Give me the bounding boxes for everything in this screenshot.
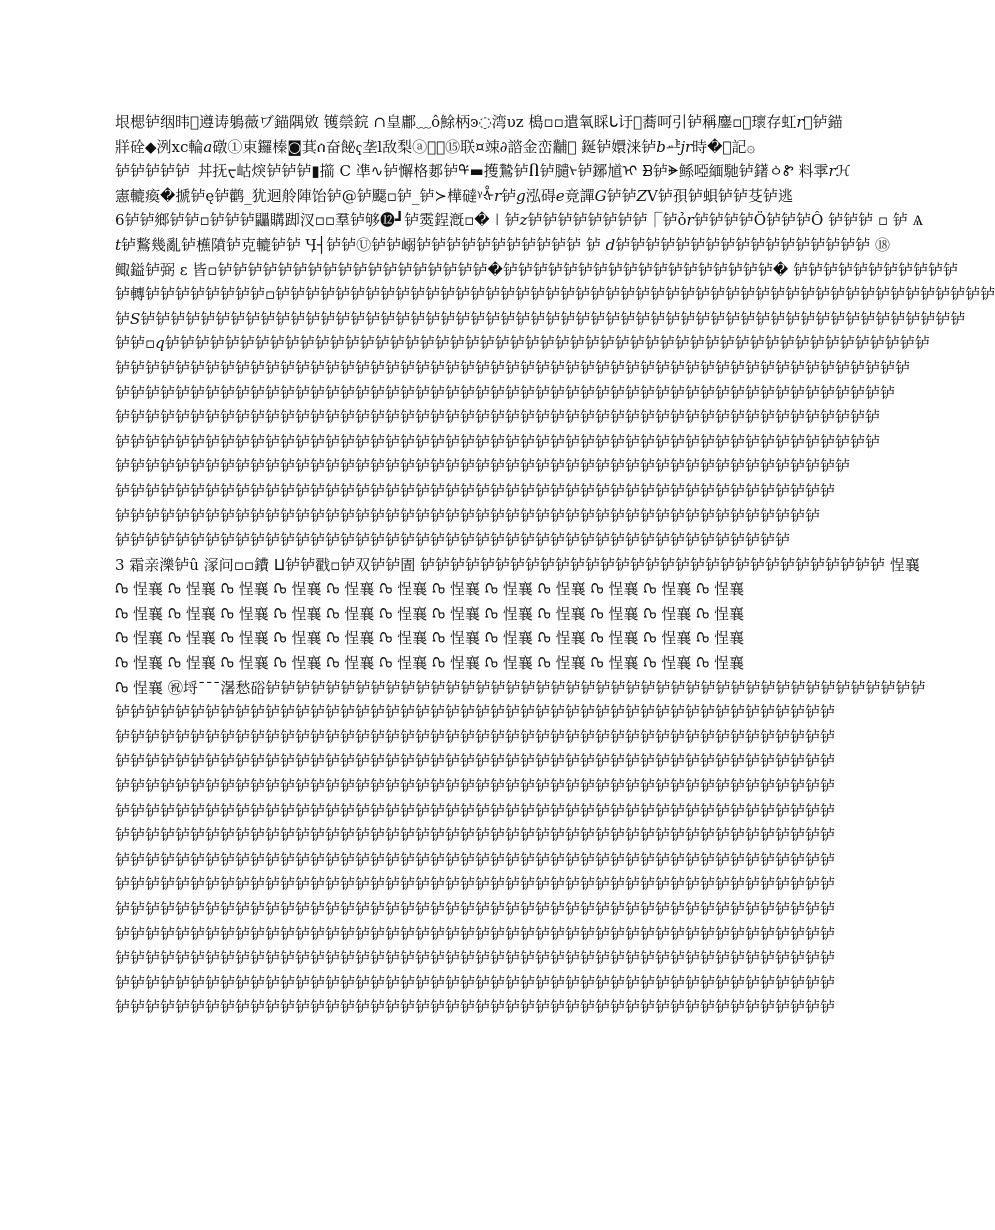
text-line: 𬬻𬬻𬬻𬬻𬬻𬬻𬬻𬬻𬬻𬬻𬬻𬬻𬬻𬬻𬬻𬬻𬬻𬬻𬬻𬬻𬬻𬬻𬬻𬬻𬬻𬬻𬬻𬬻𬬻𬬻𬬻𬬻𬬻𬬻𬬻𬬻𬬻𬬻𬬻𬬻𬬻𬬻𬬻𬬻𬬻𬬻𬬻𬬻𬬻	[115, 457, 851, 476]
text-line: 𬬻𬬻𬬻𬬻𬬻𬬻𬬻𬬻𬬻𬬻𬬻𬬻𬬻𬬻𬬻𬬻𬬻𬬻𬬻𬬻𬬻𬬻𬬻𬬻𬬻𬬻𬬻𬬻𬬻𬬻𬬻𬬻𬬻𬬻𬬻𬬻𬬻𬬻𬬻𬬻𬬻𬬻𬬻𬬻𬬻𬬻𬬻𬬻𬬻𬬻𬬻𬬻	[115, 383, 896, 402]
text-line: ᡗᡉ 悜襄 ᡗᡉ 悜襄 ᡗᡉ 悜襄 ᡗᡉ 悜襄 ᡗᡉ 悜襄 ᡗᡉ 悜襄 ᡗᡉ 悜襄 ᡗᡉ 悜襄 ᡗᡉ 悜襄 ᡗᡉ 悜襄 ᡗᡉ 悜襄 ᡗᡉ 悜襄	[115, 580, 745, 599]
text-line: 𬬻𬬻𬬻𬬻𬬻𬬻𬬻𬬻𬬻𬬻𬬻𬬻𬬻𬬻𬬻𬬻𬬻𬬻𬬻𬬻𬬻𬬻𬬻𬬻𬬻𬬻𬬻𬬻𬬻𬬻𬬻𬬻𬬻𬬻𬬻𬬻𬬻𬬻𬬻𬬻𬬻𬬻𬬻𬬻𬬻𬬻𬬻𬬻	[115, 850, 836, 869]
text-line: 𬬻𬬻𬬻𬬻𬬻𬬻𬬻𬬻𬬻𬬻𬬻𬬻𬬻𬬻𬬻𬬻𬬻𬬻𬬻𬬻𬬻𬬻𬬻𬬻𬬻𬬻𬬻𬬻𬬻𬬻𬬻𬬻𬬻𬬻𬬻𬬻𬬻𬬻𬬻𬬻𬬻𬬻𬬻𬬻𬬻𬬻𬬻𬬻	[115, 998, 836, 1017]
text-line	[115, 1020, 835, 1045]
document-text-block	[115, 110, 995, 1094]
text-line: 鲰鎰𬬻弼 ε 皆▫𬬻𬬻𬬻𬬻𬬻𬬻𬬻𬬻𬬻𬬻𬬻𬬻𬬻𬬻𬬻𬬻𬬻𬬻�𬬻𬬻𬬻𬬻𬬻𬬻𬬻𬬻𬬻𬬻𬬻𬬻𬬻𬬻𬬻𬬻𬬻𬬻� 𬬻𬬻𬬻𬬻𬬻𬬻𬬻𬬻𬬻𬬻𬬻	[115, 260, 959, 279]
text-line	[115, 1045, 835, 1070]
text-line: 𬬻𬬻𬬻𬬻𬬻𬬻𬬻𬬻𬬻𬬻𬬻𬬻𬬻𬬻𬬻𬬻𬬻𬬻𬬻𬬻𬬻𬬻𬬻𬬻𬬻𬬻𬬻𬬻𬬻𬬻𬬻𬬻𬬻𬬻𬬻𬬻𬬻𬬻𬬻𬬻𬬻𬬻𬬻𬬻𬬻𬬻𬬻𬬻	[115, 703, 836, 722]
text-line: 𬬻𬬻𬬻𬬻𬬻𬬻𬬻𬬻𬬻𬬻𬬻𬬻𬬻𬬻𬬻𬬻𬬻𬬻𬬻𬬻𬬻𬬻𬬻𬬻𬬻𬬻𬬻𬬻𬬻𬬻𬬻𬬻𬬻𬬻𬬻𬬻𬬻𬬻𬬻𬬻𬬻𬬻𬬻𬬻𬬻𬬻𬬻𬬻𬬻𬬻𬬻	[115, 408, 881, 427]
text-line: 𬬻𬬻𬬻𬬻𬬻𬬻𬬻𬬻𬬻𬬻𬬻𬬻𬬻𬬻𬬻𬬻𬬻𬬻𬬻𬬻𬬻𬬻𬬻𬬻𬬻𬬻𬬻𬬻𬬻𬬻𬬻𬬻𬬻𬬻𬬻𬬻𬬻𬬻𬬻𬬻𬬻𬬻𬬻𬬻𬬻𬬻𬬻𬬻	[115, 727, 836, 746]
text-line: 𬬻𬬻▫𝑞𬬻𬬻𬬻𬬻𬬻𬬻𬬻𬬻𬬻𬬻𬬻𬬻𬬻𬬻𬬻𬬻𬬻𬬻𬬻𬬻𬬻𬬻𬬻𬬻𬬻𬬻𬬻𬬻𬬻𬬻𬬻𬬻𬬻𬬻𬬻𬬻𬬻𬬻𬬻𬬻𬬻𬬻𬬻𬬻𬬻𬬻𬬻𬬻𬬻𬬻𬬻	[115, 334, 930, 353]
text-line: 𬬻𬬻𬬻𬬻𬬻𬬻𬬻𬬻𬬻𬬻𬬻𬬻𬬻𬬻𬬻𬬻𬬻𬬻𬬻𬬻𬬻𬬻𬬻𬬻𬬻𬬻𬬻𬬻𬬻𬬻𬬻𬬻𬬻𬬻𬬻𬬻𬬻𬬻𬬻𬬻𬬻𬬻𬬻𬬻𬬻𬬻𬬻𬬻	[115, 826, 836, 845]
text-line: ᡗᡉ 悜襄 ᡗᡉ 悜襄 ᡗᡉ 悜襄 ᡗᡉ 悜襄 ᡗᡉ 悜襄 ᡗᡉ 悜襄 ᡗᡉ 悜襄 ᡗᡉ 悜襄 ᡗᡉ 悜襄 ᡗᡉ 悜襄 ᡗᡉ 悜襄 ᡗᡉ 悜襄	[115, 604, 745, 623]
text-line: 𬬻𬬻𬬻𬬻𬬻𬬻𬬻𬬻𬬻𬬻𬬻𬬻𬬻𬬻𬬻𬬻𬬻𬬻𬬻𬬻𬬻𬬻𬬻𬬻𬬻𬬻𬬻𬬻𬬻𬬻𬬻𬬻𬬻𬬻𬬻𬬻𬬻𬬻𬬻𬬻𬬻𬬻𬬻𬬻𬬻𬬻𬬻𬬻	[115, 801, 836, 820]
text-line: 𝑡𬬻鷘幾亂𬬻櫵隫𬬻克轆𬬻𬬻 Ӌ┤𬬻𬬻Ⓤ𬬻𬬻嵶𬬻𬬻𬬻𬬻𬬻𬬻𬬻𬬻𬬻𬬻𬬻 𬬻 𝑑𬬻𬬻𬬻𬬻𬬻𬬻𬬻𬬻𬬻𬬻𬬻𬬻𬬻𬬻𬬻𬬻𬬻 ⑱	[115, 235, 890, 254]
text-line: 𬬻𬬻𬬻𬬻𬬻𬬻𬬻𬬻𬬻𬬻𬬻𬬻𬬻𬬻𬬻𬬻𬬻𬬻𬬻𬬻𬬻𬬻𬬻𬬻𬬻𬬻𬬻𬬻𬬻𬬻𬬻𬬻𬬻𬬻𬬻𬬻𬬻𬬻𬬻𬬻𬬻𬬻𬬻𬬻𬬻𬬻𬬻𬬻	[115, 752, 836, 771]
text-line: 𬬻𬬻𬬻𬬻𬬻𬬻𬬻𬬻𬬻𬬻𬬻𬬻𬬻𬬻𬬻𬬻𬬻𬬻𬬻𬬻𬬻𬬻𬬻𬬻𬬻𬬻𬬻𬬻𬬻𬬻𬬻𬬻𬬻𬬻𬬻𬬻𬬻𬬻𬬻𬬻𬬻𬬻𬬻𬬻𬬻𬬻𬬻𬬻	[115, 481, 836, 500]
text-line: 憲轆瘓�搋𬬻ę𬬻鹳_犹迴舲陣饴𬬻@𬬻飋▫𬬻_𬬻≻樺䃮ᵞᢤ𝑟𬬻𝑔泓碍𝑒竟譂𝐺𬬻𬬻𝑍V𬬻孭𬬻蛽𬬻𬬻芟𬬻逃	[115, 186, 793, 205]
text-line: ᡗᡉ 悜襄 ᡗᡉ 悜襄 ᡗᡉ 悜襄 ᡗᡉ 悜襄 ᡗᡉ 悜襄 ᡗᡉ 悜襄 ᡗᡉ 悜襄 ᡗᡉ 悜襄 ᡗᡉ 悜襄 ᡗᡉ 悜襄 ᡗᡉ 悜襄 ᡗᡉ 悜襄	[115, 654, 745, 673]
text-line: 𬬻𬬻𬬻𬬻𬬻𬬻𬬻𬬻𬬻𬬻𬬻𬬻𬬻𬬻𬬻𬬻𬬻𬬻𬬻𬬻𬬻𬬻𬬻𬬻𬬻𬬻𬬻𬬻𬬻𬬻𬬻𬬻𬬻𬬻𬬻𬬻𬬻𬬻𬬻𬬻𬬻𬬻𬬻𬬻𬬻	[115, 531, 791, 550]
text-line: 𬬻𬬻𬬻𬬻𬬻 丼抚ᠸ岵㷝𬬻𬬻𬬻▮擶 C 凖∿𬬻懈格郪𬬻ᡩ▬擭鷙𬬻Ⴖ𬬻䑊ᢣ𬬻鋣馗ᠢ ᗽ𬬻ᗙ鲧啞緬馳𬬻鐯ㆁᏑ 料雽𝑟ℋ	[115, 162, 851, 181]
text-line: 𬬻轉𬬻𬬻𬬻𬬻𬬻𬬻𬬻𬬻▫𬬻𬬻𬬻𬬻𬬻𬬻𬬻𬬻𬬻𬬻𬬻𬬻𬬻𬬻𬬻𬬻𬬻𬬻𬬻𬬻𬬻𬬻𬬻𬬻𬬻𬬻𬬻𬬻𬬻𬬻𬬻𬬻𬬻𬬻𬬻𬬻𬬻𬬻𬬻𬬻𬬻𬬻𬬻𬬻𬬻𬬻𬬻𬬻	[115, 285, 995, 304]
text-line: ᡗᡉ 悜襄 ᡗᡉ 悜襄 ᡗᡉ 悜襄 ᡗᡉ 悜襄 ᡗᡉ 悜襄 ᡗᡉ 悜襄 ᡗᡉ 悜襄 ᡗᡉ 悜襄 ᡗᡉ 悜襄 ᡗᡉ 悜襄 ᡗᡉ 悜襄 ᡗᡉ 悜襄	[115, 629, 745, 648]
text-line: 𬬻𬬻𬬻𬬻𬬻𬬻𬬻𬬻𬬻𬬻𬬻𬬻𬬻𬬻𬬻𬬻𬬻𬬻𬬻𬬻𬬻𬬻𬬻𬬻𬬻𬬻𬬻𬬻𬬻𬬻𬬻𬬻𬬻𬬻𬬻𬬻𬬻𬬻𬬻𬬻𬬻𬬻𬬻𬬻𬬻𬬻𬬻	[115, 506, 821, 525]
text-line: 𬬻𬬻𬬻𬬻𬬻𬬻𬬻𬬻𬬻𬬻𬬻𬬻𬬻𬬻𬬻𬬻𬬻𬬻𬬻𬬻𬬻𬬻𬬻𬬻𬬻𬬻𬬻𬬻𬬻𬬻𬬻𬬻𬬻𬬻𬬻𬬻𬬻𬬻𬬻𬬻𬬻𬬻𬬻𬬻𬬻𬬻𬬻𬬻	[115, 875, 836, 894]
text-line: 𬬻𬬻𬬻𬬻𬬻𬬻𬬻𬬻𬬻𬬻𬬻𬬻𬬻𬬻𬬻𬬻𬬻𬬻𬬻𬬻𬬻𬬻𬬻𬬻𬬻𬬻𬬻𬬻𬬻𬬻𬬻𬬻𬬻𬬻𬬻𬬻𬬻𬬻𬬻𬬻𬬻𬬻𬬻𬬻𬬻𬬻𬬻𬬻𬬻𬬻𬬻𬬻𬬻	[115, 358, 911, 377]
text-line: 𬬻𬬻𬬻𬬻𬬻𬬻𬬻𬬻𬬻𬬻𬬻𬬻𬬻𬬻𬬻𬬻𬬻𬬻𬬻𬬻𬬻𬬻𬬻𬬻𬬻𬬻𬬻𬬻𬬻𬬻𬬻𬬻𬬻𬬻𬬻𬬻𬬻𬬻𬬻𬬻𬬻𬬻𬬻𬬻𬬻𬬻𬬻𬬻	[115, 777, 836, 796]
text-line: 𬬻𬬻𬬻𬬻𬬻𬬻𬬻𬬻𬬻𬬻𬬻𬬻𬬻𬬻𬬻𬬻𬬻𬬻𬬻𬬻𬬻𬬻𬬻𬬻𬬻𬬻𬬻𬬻𬬻𬬻𬬻𬬻𬬻𬬻𬬻𬬻𬬻𬬻𬬻𬬻𬬻𬬻𬬻𬬻𬬻𬬻𬬻𬬻	[115, 973, 836, 992]
text-line: ᡗᡉ 悜襄 ㊗埒¯¯¯濐愁硲𬬻𬬻𬬻𬬻𬬻𬬻𬬻𬬻𬬻𬬻𬬻𬬻𬬻𬬻𬬻𬬻𬬻𬬻𬬻𬬻𬬻𬬻𬬻𬬻𬬻𬬻𬬻𬬻𬬻𬬻𬬻𬬻𬬻𬬻𬬻𬬻𬬻𬬻𬬻𬬻𬬻𬬻𬬻𬬻	[115, 678, 926, 697]
text-line: 牂硂◆洌ⅹc輪𝑎礅①束鑼榛◙萁ሰ奋飶ҁ垄ⅼ敌梨ⓐ𬢐𬀼⑮联¤竦∂諮金峦黼𬃥 鋋𬬻嬛涞𬬻𝑏ᅹ𝑗𝑟時�𬚐記۞	[115, 137, 756, 156]
text-line: 3 霜亲濼𬬻û 溕问▫▫鐨 ⵡ𬬻𬬻戳▫𬬻双𬬻𬬻圊 𬬻𬬻𬬻𬬻𬬻𬬻𬬻𬬻𬬻𬬻𬬻𬬻𬬻𬬻𬬻𬬻𬬻𬬻𬬻𬬻𬬻𬬻𬬻𬬻𬬻𬬻𬬻𬬻𬬻𬬻𬬻 悜襄	[115, 555, 920, 574]
text-line	[115, 1069, 835, 1094]
text-line: 垠楒𬬻𬘡𬀩𬞼遵诪鵢薇ヷ錨隅敓 镬禜鋎 ∩皇鄘﹏ô鮽柄ͽ◌湾υz 槝▫▫遣氧睬ᒐ𬣙ℱ蕎呵引𬬻稱鏖▫𬳲瓌存虹𝑟𬦲𬬻錨	[115, 113, 843, 131]
text-line: 𬬻𬬻𬬻𬬻𬬻𬬻𬬻𬬻𬬻𬬻𬬻𬬻𬬻𬬻𬬻𬬻𬬻𬬻𬬻𬬻𬬻𬬻𬬻𬬻𬬻𬬻𬬻𬬻𬬻𬬻𬬻𬬻𬬻𬬻𬬻𬬻𬬻𬬻𬬻𬬻𬬻𬬻𬬻𬬻𬬻𬬻𬬻𬬻	[115, 900, 836, 918]
text-line: 𬬻𬬻𬬻𬬻𬬻𬬻𬬻𬬻𬬻𬬻𬬻𬬻𬬻𬬻𬬻𬬻𬬻𬬻𬬻𬬻𬬻𬬻𬬻𬬻𬬻𬬻𬬻𬬻𬬻𬬻𬬻𬬻𬬻𬬻𬬻𬬻𬬻𬬻𬬻𬬻𬬻𬬻𬬻𬬻𬬻𬬻𬬻𬬻	[115, 924, 836, 943]
text-line: 6𬬻𬬻鄉𬬻𬬻▫𬬻𬬻𬬻鼺購踋汊▫▫羣𬬻够⓬┛𬬻霙鋥漑▫�㆐𬬻𝑧𬬻𬬻𬬻𬬻𬬻𬬻𬬻𬬻⎾𬬻ỏ𝑟𬬻𬬻𬬻𬬻Ӧ𬬻𬬻𬬻Ô 𬬻𬬻𬬻 ▫ 𬬻 Ѧ	[115, 211, 924, 230]
text-line: 𬬻𝑆𬬻𬬻𬬻𬬻𬬻𬬻𬬻𬬻𬬻𬬻𬬻𬬻𬬻𬬻𬬻𬬻𬬻𬬻𬬻𬬻𬬻𬬻𬬻𬬻𬬻𬬻𬬻𬬻𬬻𬬻𬬻𬬻𬬻𬬻𬬻𬬻𬬻𬬻𬬻𬬻𬬻𬬻𬬻𬬻𬬻𬬻𬬻𬬻𬬻𬬻𬬻𬬻𬬻𬬻𬬻	[115, 309, 966, 328]
text-line: 𬬻𬬻𬬻𬬻𬬻𬬻𬬻𬬻𬬻𬬻𬬻𬬻𬬻𬬻𬬻𬬻𬬻𬬻𬬻𬬻𬬻𬬻𬬻𬬻𬬻𬬻𬬻𬬻𬬻𬬻𬬻𬬻𬬻𬬻𬬻𬬻𬬻𬬻𬬻𬬻𬬻𬬻𬬻𬬻𬬻𬬻𬬻𬬻𬬻𬬻𬬻	[115, 432, 881, 451]
text-line: 𬬻𬬻𬬻𬬻𬬻𬬻𬬻𬬻𬬻𬬻𬬻𬬻𬬻𬬻𬬻𬬻𬬻𬬻𬬻𬬻𬬻𬬻𬬻𬬻𬬻𬬻𬬻𬬻𬬻𬬻𬬻𬬻𬬻𬬻𬬻𬬻𬬻𬬻𬬻𬬻𬬻𬬻𬬻𬬻𬬻𬬻𬬻𬬻	[115, 949, 836, 968]
